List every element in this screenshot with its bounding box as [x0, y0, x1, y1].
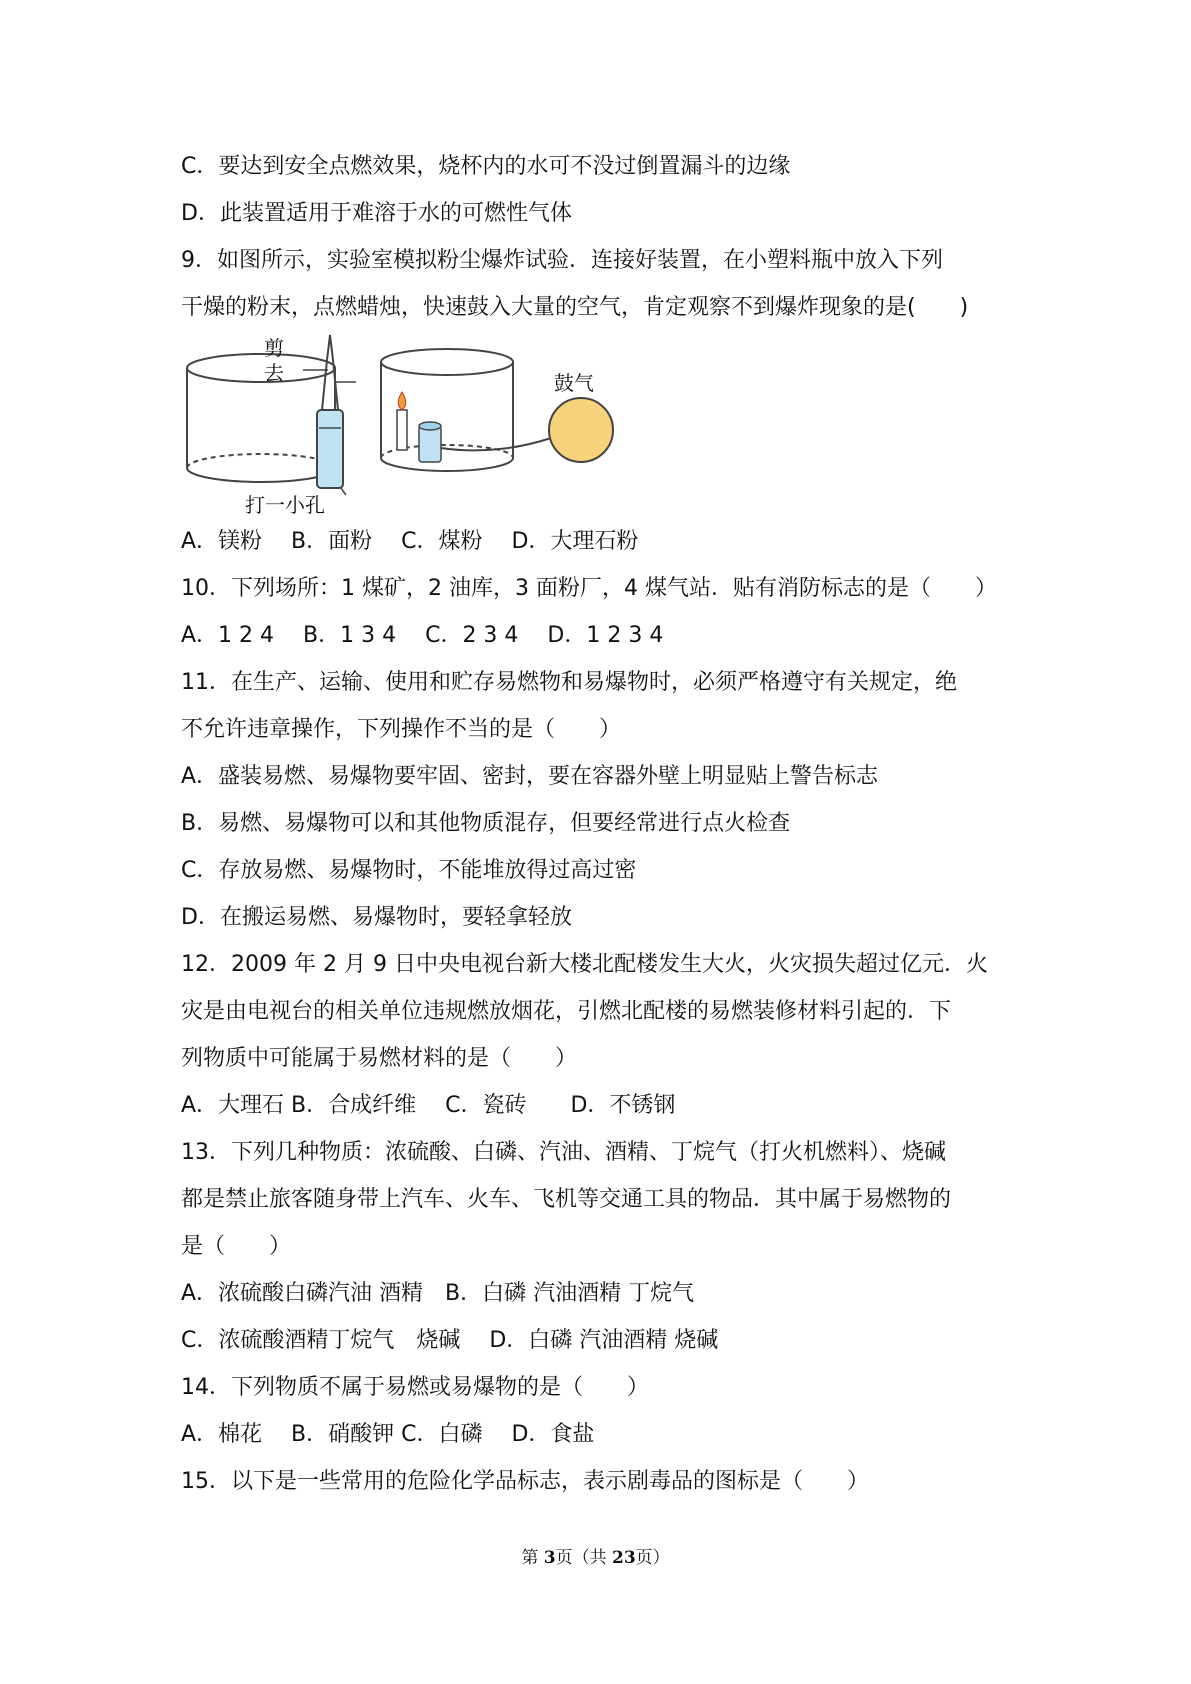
dust-explosion-figure	[181, 330, 661, 515]
question-13-options-ab: A．浓硫酸白磷汽油 酒精 B．白磷 汽油酒精 丁烷气	[181, 1281, 695, 1306]
question-11-line-2: 不允许违章操作，下列操作不当的是（ ）	[181, 717, 622, 742]
air-tube-drawing	[441, 438, 551, 450]
footer-mid: 页（共	[555, 1548, 612, 1568]
question-13-line-1: 13．下列几种物质：浓硫酸、白磷、汽油、酒精、丁烷气（打火机燃料）、烧碱	[181, 1140, 946, 1165]
text-line: D．此装置适用于难溶于水的可燃性气体	[181, 201, 572, 226]
question-11-option-c: C．存放易燃、易爆物时，不能堆放得过高过密	[181, 858, 637, 883]
question-9-line-2: 干燥的粉末，点燃蜡烛，快速鼓入大量的空气，肯定观察不到爆炸现象的是( )	[181, 295, 969, 320]
inner-bottle-drawing	[419, 422, 441, 462]
question-9-options: A．镁粉 B．面粉 C．煤粉 D．大理石粉	[181, 529, 639, 554]
question-12-line-1: 12．2009 年 2 月 9 日中央电视台新大楼北配楼发生大火，火灾损失超过亿元．火	[181, 952, 988, 977]
label-hole: 打一小孔	[245, 493, 325, 515]
footer-total-pages: 23	[611, 1548, 636, 1568]
footer-pre: 第	[521, 1548, 544, 1568]
question-10: 10．下列场所：1 煤矿，2 油库，3 面粉厂，4 煤气站．贴有消防标志的是（ ）	[181, 576, 997, 601]
question-13-options-cd: C．浓硫酸酒精丁烷气 烧碱 D．白磷 汽油酒精 烧碱	[181, 1328, 719, 1353]
question-9-line-1: 9．如图所示，实验室模拟粉尘爆炸试验．连接好装置，在小塑料瓶中放入下列	[181, 248, 943, 273]
question-11-option-b: B．易燃、易爆物可以和其他物质混存，但要经常进行点火检查	[181, 811, 791, 836]
question-14: 14．下列物质不属于易燃或易爆物的是（ ）	[181, 1375, 649, 1400]
footer-post: 页）	[635, 1548, 670, 1568]
question-12-line-2: 灾是由电视台的相关单位违规燃放烟花，引燃北配楼的易燃装修材料引起的．下	[181, 999, 952, 1024]
question-14-options: A．棉花 B．硝酸钾 C．白磷 D．食盐	[181, 1422, 595, 1447]
question-12-options: A．大理石 B．合成纤维 C．瓷砖 D．不锈钢	[181, 1093, 676, 1118]
page-footer	[0, 1543, 1191, 1568]
question-13-line-2: 都是禁止旅客随身带上汽车、火车、飞机等交通工具的物品．其中属于易燃物的	[181, 1187, 952, 1212]
question-11-option-d: D．在搬运易燃、易爆物时，要轻拿轻放	[181, 905, 572, 930]
text-line: C．要达到安全点燃效果，烧杯内的水可不没过倒置漏斗的边缘	[181, 154, 791, 179]
label-cut-1: 剪	[264, 336, 284, 360]
question-15: 15．以下是一些常用的危险化学品标志，表示剧毒品的图标是（ ）	[181, 1469, 869, 1494]
question-11-option-a: A．盛装易燃、易爆物要牢固、密封，要在容器外壁上明显贴上警告标志	[181, 764, 879, 789]
question-12-line-3: 列物质中可能属于易燃材料的是（ ）	[181, 1046, 578, 1071]
air-bulb-drawing	[549, 398, 613, 462]
label-blow: 鼓气	[554, 371, 594, 395]
question-11-line-1: 11．在生产、运输、使用和贮存易燃物和易爆物时，必须严格遵守有关规定，绝	[181, 670, 957, 695]
footer-page-number: 3	[543, 1548, 556, 1568]
candle-drawing	[397, 392, 407, 450]
question-13-line-3: 是（ ）	[181, 1234, 292, 1259]
label-cut-2: 去	[264, 361, 284, 385]
question-10-options: A．1 2 4 B．1 3 4 C．2 3 4 D．1 2 3 4	[181, 623, 664, 648]
